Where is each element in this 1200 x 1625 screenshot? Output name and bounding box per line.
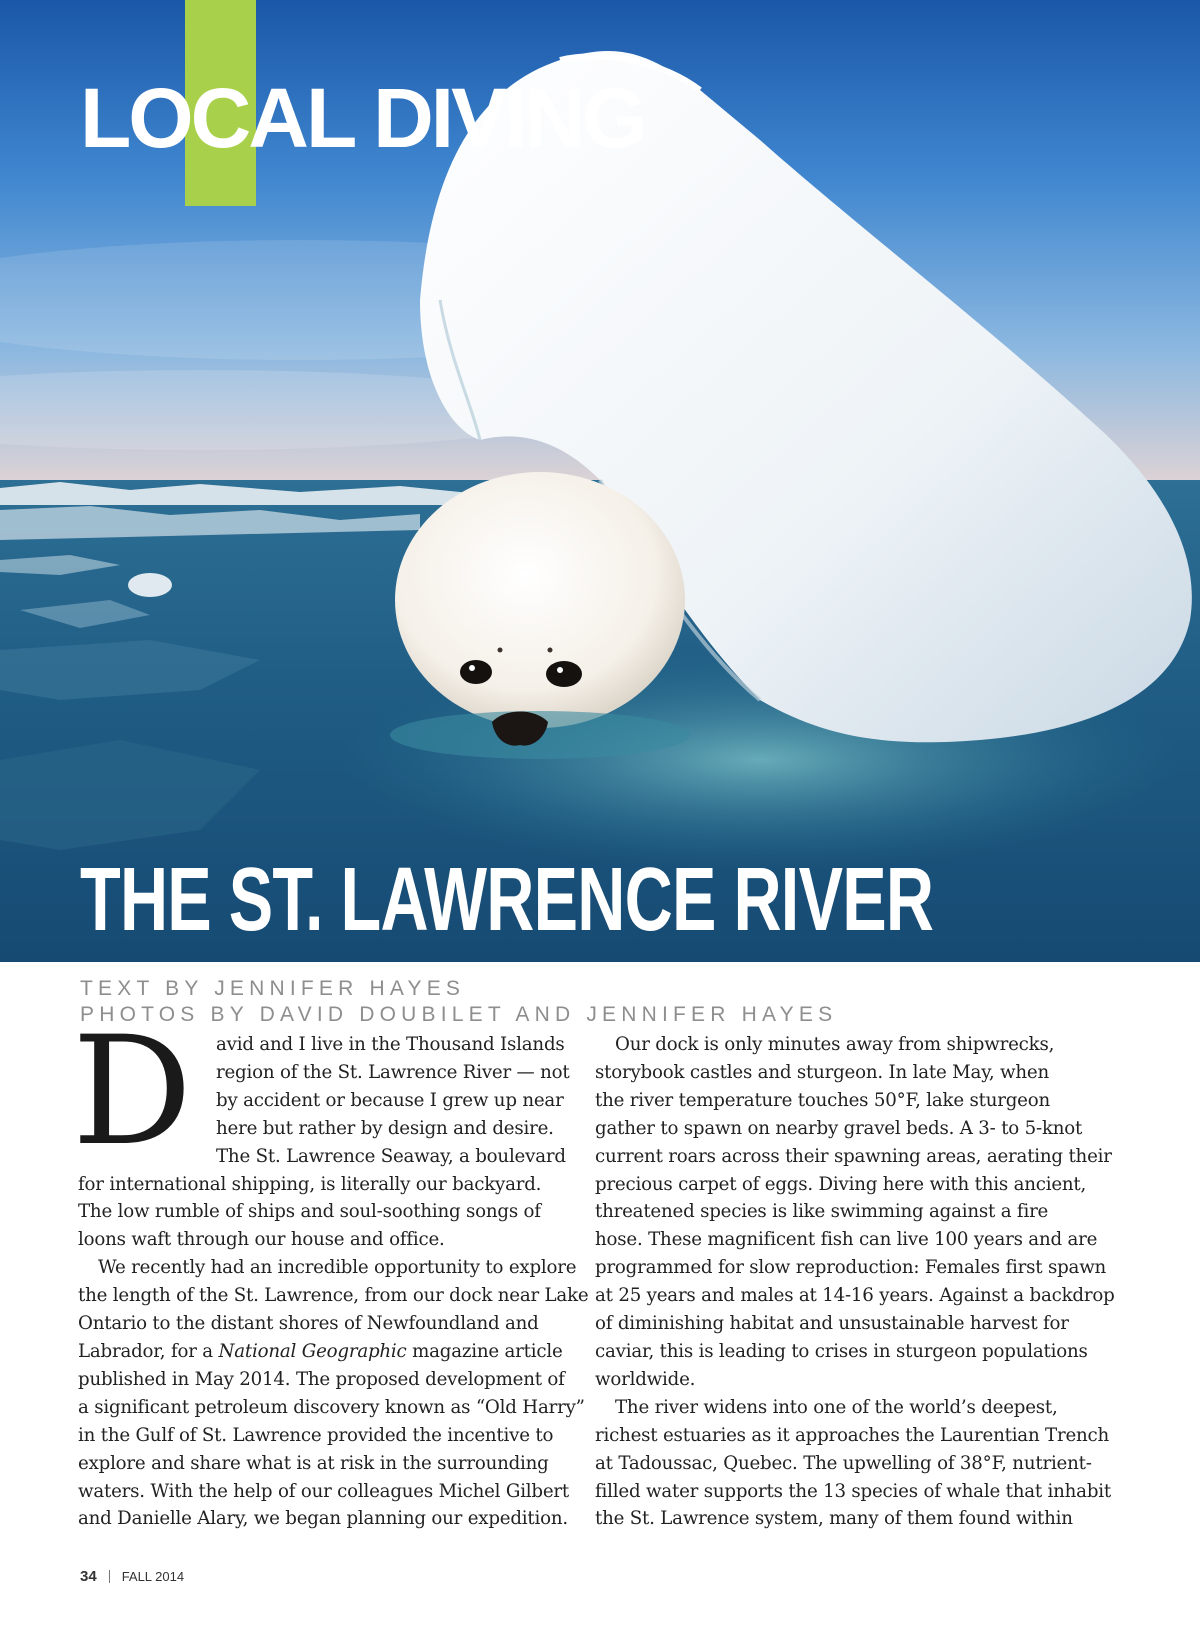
text-line: loons waft through our house and office. bbox=[78, 1229, 445, 1251]
text-line: Ontario to the distant shores of Newfoundland and bbox=[78, 1313, 539, 1335]
text-line: worldwide. bbox=[595, 1368, 696, 1390]
text-credit: TEXT BY JENNIFER HAYES bbox=[80, 977, 466, 1000]
text-line: richest estuaries as it approaches the Laurentian Trench bbox=[595, 1424, 1110, 1446]
text-line: the river temperature touches 50°F, lake sturgeon bbox=[595, 1089, 1050, 1111]
text-line: programmed for slow reproduction: Females first spawn bbox=[595, 1257, 1107, 1279]
text-line: for international shipping, is literally our backyard. bbox=[78, 1173, 542, 1195]
footer-divider bbox=[109, 1570, 110, 1583]
article-column-right bbox=[595, 1031, 1115, 1533]
text-line: explore and share what is at risk in the surrounding bbox=[78, 1452, 549, 1474]
section-label: LOCAL DIVING bbox=[80, 71, 645, 165]
text-line: the length of the St. Lawrence, from our dock near Lake bbox=[78, 1285, 589, 1307]
paragraph bbox=[78, 1254, 589, 1533]
paragraph bbox=[595, 1394, 1111, 1534]
text-line: The St. Lawrence Seaway, a boulevard bbox=[216, 1145, 566, 1167]
text-line: We recently had an incredible opportunity to explore bbox=[98, 1257, 577, 1279]
text-line bbox=[78, 1338, 568, 1366]
page-number: 34 bbox=[80, 1568, 97, 1585]
text-line: published in May 2014. The proposed development of bbox=[78, 1368, 565, 1390]
text-line: threatened species is like swimming against a fire bbox=[595, 1201, 1049, 1223]
text-line: in the Gulf of St. Lawrence provided the incentive to bbox=[78, 1424, 554, 1446]
text-line: The river widens into one of the world’s deepest, bbox=[615, 1396, 1058, 1418]
text-line: hose. These magnificent fish can live 100 years and are bbox=[595, 1229, 1098, 1251]
text-line: at Tadoussac, Quebec. The upwelling of 38°F, nutrient- bbox=[595, 1452, 1092, 1474]
text-line: and Danielle Alary, we began planning our expedition. bbox=[78, 1508, 568, 1530]
publication-name: National Geographic bbox=[218, 1340, 407, 1362]
text-line: Our dock is only minutes away from shipwrecks, bbox=[615, 1034, 1055, 1055]
text-fragment: magazine article bbox=[406, 1340, 563, 1362]
byline bbox=[80, 976, 837, 1028]
text-line: avid and I live in the Thousand Islands bbox=[216, 1034, 565, 1055]
photo-credit: PHOTOS BY DAVID DOUBILET AND JENNIFER HAYES bbox=[80, 1003, 838, 1026]
text-line: current roars across their spawning areas, aerating their bbox=[595, 1145, 1112, 1167]
text-line: by accident or because I grew up near bbox=[216, 1089, 564, 1111]
text-line: storybook castles and sturgeon. In late May, when bbox=[595, 1061, 1049, 1083]
drop-cap: D bbox=[72, 1005, 193, 1179]
text-line: filled water supports the 13 species of whale that inhabit bbox=[595, 1480, 1111, 1502]
text-line: here but rather by design and desire. bbox=[216, 1117, 554, 1139]
text-fragment: Labrador, for a bbox=[78, 1340, 219, 1362]
text-line: at 25 years and males at 14-16 years. Against a backdrop bbox=[595, 1285, 1115, 1307]
text-line: precious carpet of eggs. Diving here with this ancient, bbox=[595, 1173, 1087, 1195]
text-line: of diminishing habitat and unsustainable harvest for bbox=[595, 1313, 1069, 1335]
text-line: caviar, this is leading to crises in sturgeon populations bbox=[595, 1340, 1088, 1362]
issue-label: FALL 2014 bbox=[121, 1569, 185, 1584]
text-line: gather to spawn on nearby gravel beds. A 3- to 5-knot bbox=[595, 1117, 1083, 1139]
article-headline: THE ST. LAWRENCE RIVER bbox=[80, 850, 934, 950]
text-line: waters. With the help of our colleagues Michel Gilbert bbox=[78, 1480, 570, 1502]
text-line: The low rumble of ships and soul-soothing songs of bbox=[78, 1201, 541, 1223]
text-line: the St. Lawrence system, many of them found within bbox=[595, 1508, 1073, 1530]
page-footer bbox=[80, 1568, 184, 1585]
text-line: a significant petroleum discovery known as “Old Harry” bbox=[78, 1396, 585, 1418]
text-line: region of the St. Lawrence River — not bbox=[216, 1061, 570, 1083]
paragraph bbox=[595, 1031, 1115, 1394]
